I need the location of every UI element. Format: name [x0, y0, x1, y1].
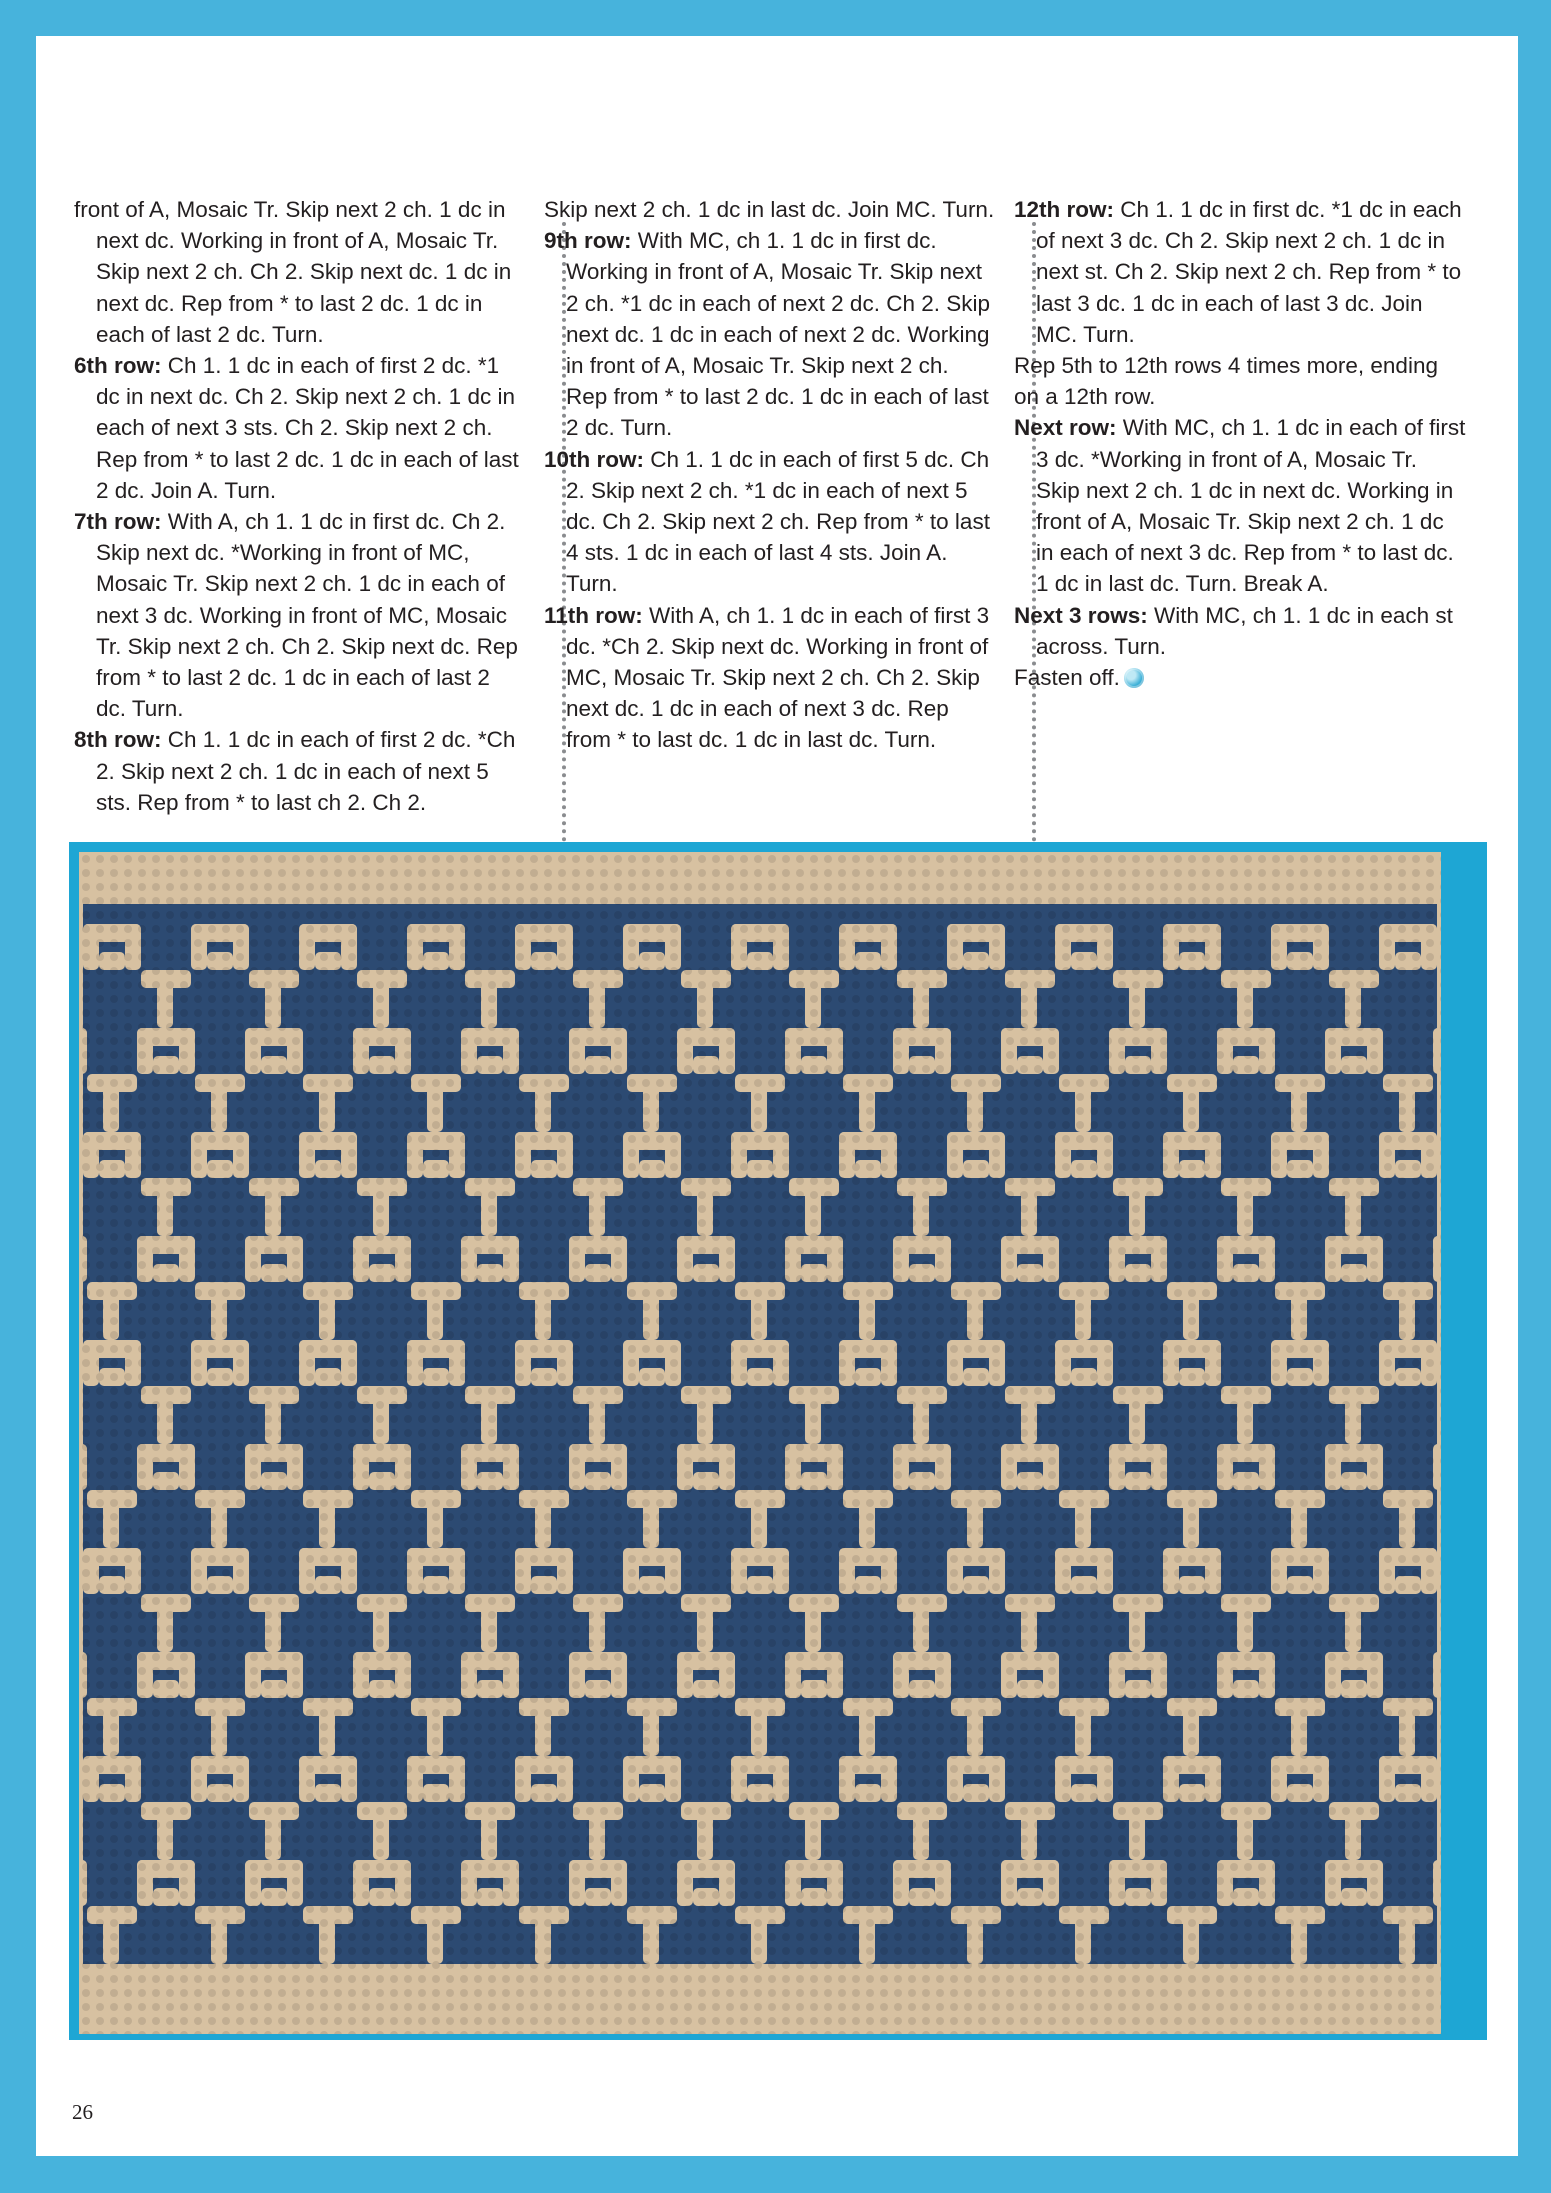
page-number: 26 — [72, 2100, 93, 2124]
instruction-row-9: 9th row: With MC, ch 1. 1 dc in first dc. Working in front of A, Mosaic Tr. Skip next 2 ch. *1 dc in each of next 2 dc. Ch 2. Skip next dc. 1 dc in each of next 2 dc. Working in front of A, Mosaic Tr. Skip next 2 ch. Rep from * to last 2 dc. 1 dc in each of last 2 dc. Turn. — [544, 228, 990, 441]
mosaic-crochet-swatch-image — [79, 852, 1441, 2034]
instruction-row-7: 7th row: With A, ch 1. 1 dc in first dc. Ch 2. Skip next dc. *Working in front of MC, Mosaic Tr. Skip next 2 ch. 1 dc in each of next 3 dc. Working in front of MC, Mosaic Tr. Skip next 2 ch. Ch 2. Skip next dc. Rep from * to last 2 dc. 1 dc in each of last 2 dc. Turn. — [74, 509, 518, 722]
pattern-instructions — [74, 194, 1484, 854]
yarn-ball-icon — [1124, 668, 1144, 688]
text-column-3 — [1014, 194, 1466, 693]
instruction-row-10: 10th row: Ch 1. 1 dc in each of first 5 dc. Ch 2. Skip next 2 ch. *1 dc in each of next 5 dc. Ch 2. Skip next 2 ch. Rep from * to last 4 sts. 1 dc in each of last 4 sts. Join A. Turn. — [544, 446, 990, 597]
stitch-texture — [79, 852, 1441, 2034]
instruction-next-row: Next row: With MC, ch 1. 1 dc in each of first 3 dc. *Working in front of A, Mosaic Tr. Skip next 2 ch. 1 dc in next dc. Working in front of A, Mosaic Tr. Skip next 2 ch. 1 dc in each of next 3 dc. Rep from * to last dc. 1 dc in last dc. Turn. Break A. — [1014, 415, 1466, 597]
row-label: 8th row: — [74, 727, 162, 753]
row-label: 7th row: — [74, 509, 162, 535]
row-label: 10th row: — [544, 446, 645, 472]
text-column-2 — [544, 194, 996, 756]
row-label: Next 3 rows: — [1014, 602, 1148, 628]
row-label: 6th row: — [74, 353, 162, 379]
text-column-1 — [74, 194, 526, 818]
instruction-row-6: 6th row: Ch 1. 1 dc in each of first 2 dc. *1 dc in next dc. Ch 2. Skip next 2 ch. 1 dc in each of next 3 sts. Ch 2. Skip next 2 ch. Rep from * to last 2 dc. 1 dc in each of last 2 dc. Join A. Turn. — [74, 353, 519, 503]
row-label: 12th row: — [1014, 197, 1115, 222]
instruction-row-11: 11th row: With A, ch 1. 1 dc in each of first 3 dc. *Ch 2. Skip next dc. Working in front of MC, Mosaic Tr. Skip next 2 ch. Ch 2. Skip next dc. 1 dc in each of next 3 dc. Rep from * to last dc. 1 dc in last dc. Turn. — [544, 602, 990, 753]
row-label: 9th row: — [544, 228, 632, 254]
instruction-repeat: Rep 5th to 12th rows 4 times more, ending on a 12th row. — [1014, 353, 1438, 410]
instruction-fasten-off: Fasten off. — [1014, 662, 1466, 693]
row-label: Next row: — [1014, 415, 1117, 441]
instruction-paragraph: Skip next 2 ch. 1 dc in last dc. Join MC. Turn. — [544, 197, 995, 222]
magazine-page — [36, 36, 1518, 2156]
mosaic-swatch-photo — [79, 852, 1441, 2034]
swatch-photo-frame — [69, 842, 1487, 2040]
instruction-row-12: 12th row: Ch 1. 1 dc in first dc. *1 dc in each of next 3 dc. Ch 2. Skip next 2 ch. 1 dc in next st. Ch 2. Skip next 2 ch. Rep from * to last 3 dc. 1 dc in each of last 3 dc. Join MC. Turn. — [1014, 197, 1462, 347]
instruction-paragraph: front of A, Mosaic Tr. Skip next 2 ch. 1 dc in next dc. Working in front of A, Mosaic Tr. Skip next 2 ch. Ch 2. Skip next dc. 1 dc in next dc. Rep from * to last 2 dc. 1 dc in each of last 2 dc. Turn. — [74, 197, 512, 347]
instruction-next-3-rows: Next 3 rows: With MC, ch 1. 1 dc in each st across. Turn. — [1014, 602, 1453, 659]
row-label: 11th row: — [544, 602, 643, 628]
instruction-row-8: 8th row: Ch 1. 1 dc in each of first 2 dc. *Ch 2. Skip next 2 ch. 1 dc in each of next 5 sts. Rep from * to last ch 2. Ch 2. — [74, 727, 516, 815]
